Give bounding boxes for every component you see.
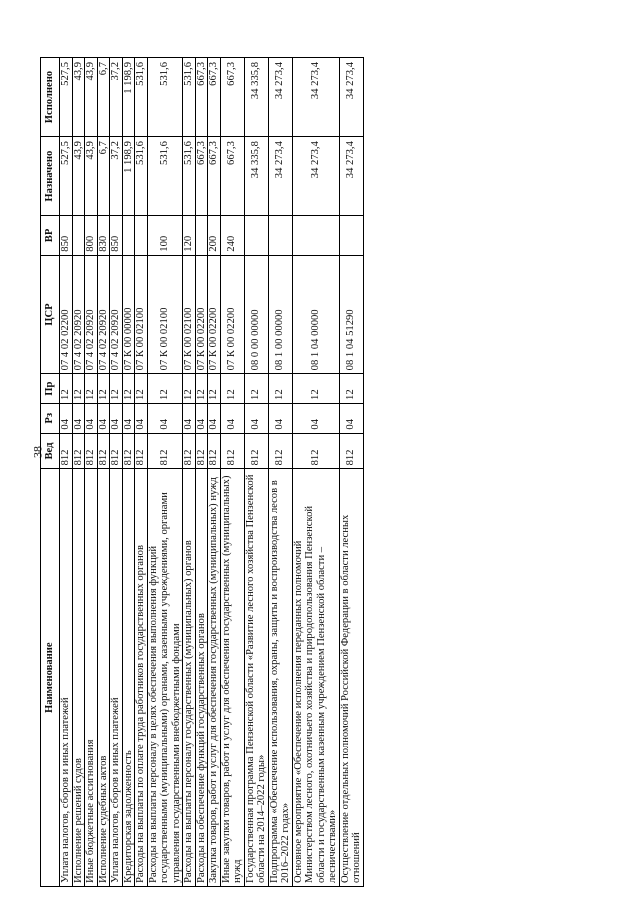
table-row (147, 58, 183, 887)
cell-vr (268, 216, 292, 256)
cell-isp: 37,2 (110, 58, 123, 137)
cell-name: Расходы на выплаты персоналу в целях обеспечения выполнения функций государственными (муниципальными) органами, казенными учреждениями, органами управления государственными внебюджетными фондами (147, 469, 183, 887)
cell-ved: 812 (208, 433, 221, 469)
cell-isp: 34 273,4 (268, 58, 292, 137)
cell-nazn: 43,9 (72, 137, 85, 216)
cell-ved: 812 (60, 433, 73, 469)
cell-name: Государственная программа Пензенской области «Развитие лесного хозяйства Пензенской области на 2014–2022 годы» (244, 469, 268, 887)
cell-isp: 531,6 (183, 58, 196, 137)
table-row (268, 58, 292, 887)
cell-isp: 527,5 (60, 58, 73, 137)
cell-ved: 812 (72, 433, 85, 469)
cell-nazn: 37,2 (110, 137, 123, 216)
cell-name: Закупка товаров, работ и услуг для обеспечения государственных (муниципальных) нужд (208, 469, 221, 887)
cell-vr: 120 (183, 216, 196, 256)
cell-nazn: 531,6 (147, 137, 183, 216)
cell-rz: 04 (244, 403, 268, 433)
cell-vr (135, 216, 148, 256)
cell-pr: 12 (268, 374, 292, 404)
cell-nazn: 531,6 (183, 137, 196, 216)
cell-isp: 531,6 (147, 58, 183, 137)
cell-pr: 12 (147, 374, 183, 404)
table-row (244, 58, 268, 887)
cell-ved: 812 (110, 433, 123, 469)
cell-csr: 07 4 02 20920 (97, 255, 110, 374)
table-row (72, 58, 85, 887)
cell-nazn: 43,9 (85, 137, 98, 216)
cell-pr: 12 (97, 374, 110, 404)
cell-rz: 04 (195, 403, 208, 433)
rotated-table-wrapper (40, 57, 600, 887)
cell-csr: 07 4 02 20920 (72, 255, 85, 374)
cell-csr: 07 4 02 20920 (110, 255, 123, 374)
cell-csr: 07 К 00 02100 (147, 255, 183, 374)
cell-ved: 812 (244, 433, 268, 469)
cell-csr: 08 0 00 00000 (244, 255, 268, 374)
cell-name: Уплата налогов, сборов и иных платежей (110, 469, 123, 887)
page-number: 38 (30, 446, 45, 458)
cell-csr: 07 К 00 02200 (208, 255, 221, 374)
table-row (292, 58, 339, 887)
header-ved: Вед (41, 433, 60, 469)
cell-vr: 240 (220, 216, 244, 256)
cell-name: Расходы на выплаты персоналу государственных (муниципальных) органов (183, 469, 196, 887)
cell-vr: 830 (97, 216, 110, 256)
cell-rz: 04 (135, 403, 148, 433)
cell-csr: 07 4 02 02200 (60, 255, 73, 374)
cell-vr (244, 216, 268, 256)
cell-isp: 531,6 (135, 58, 148, 137)
table-row (220, 58, 244, 887)
header-rz: Рз (41, 403, 60, 433)
cell-rz: 04 (183, 403, 196, 433)
cell-ved: 812 (147, 433, 183, 469)
table-row (135, 58, 148, 887)
table-row (195, 58, 208, 887)
cell-isp: 667,3 (208, 58, 221, 137)
cell-pr: 12 (292, 374, 339, 404)
cell-nazn: 34 273,4 (292, 137, 339, 216)
cell-rz: 04 (110, 403, 123, 433)
cell-rz: 04 (292, 403, 339, 433)
cell-rz: 04 (208, 403, 221, 433)
table-row (97, 58, 110, 887)
cell-nazn: 1 198,9 (122, 137, 135, 216)
cell-vr (122, 216, 135, 256)
cell-nazn: 531,6 (135, 137, 148, 216)
cell-isp: 34 273,4 (339, 58, 363, 137)
cell-nazn: 667,3 (195, 137, 208, 216)
cell-rz: 04 (85, 403, 98, 433)
cell-name: Подпрограмма «Обеспечение использования, охраны, защиты и воспроизводства лесов в 2016–2022 годах» (268, 469, 292, 887)
cell-nazn: 667,3 (208, 137, 221, 216)
cell-vr: 850 (60, 216, 73, 256)
cell-isp: 667,3 (220, 58, 244, 137)
cell-rz: 04 (268, 403, 292, 433)
cell-pr: 12 (220, 374, 244, 404)
cell-pr: 12 (195, 374, 208, 404)
cell-nazn: 667,3 (220, 137, 244, 216)
header-csr: ЦСР (41, 255, 60, 374)
cell-isp: 6,7 (97, 58, 110, 137)
cell-nazn: 34 273,4 (339, 137, 363, 216)
cell-ved: 812 (85, 433, 98, 469)
cell-ved: 812 (292, 433, 339, 469)
cell-isp: 34 273,4 (292, 58, 339, 137)
cell-csr: 07 К 00 02200 (195, 255, 208, 374)
cell-csr: 08 1 04 51290 (339, 255, 363, 374)
cell-rz: 04 (60, 403, 73, 433)
table-row (339, 58, 363, 887)
cell-csr: 08 1 00 00000 (268, 255, 292, 374)
cell-ved: 812 (268, 433, 292, 469)
cell-isp: 1 198,9 (122, 58, 135, 137)
cell-rz: 04 (147, 403, 183, 433)
cell-vr (339, 216, 363, 256)
header-nazn: Назначено (41, 137, 60, 216)
cell-pr: 12 (244, 374, 268, 404)
cell-nazn: 527,5 (60, 137, 73, 216)
cell-ved: 812 (122, 433, 135, 469)
cell-ved: 812 (97, 433, 110, 469)
cell-csr: 07 К 00 02100 (135, 255, 148, 374)
cell-name: Кредиторская задолженность (122, 469, 135, 887)
cell-nazn: 6,7 (97, 137, 110, 216)
cell-pr: 12 (60, 374, 73, 404)
cell-pr: 12 (339, 374, 363, 404)
cell-csr: 07 К 00 02100 (183, 255, 196, 374)
header-pr: Пр (41, 374, 60, 404)
cell-name: Расходы на обеспечение функций государственных органов (195, 469, 208, 887)
cell-pr: 12 (208, 374, 221, 404)
cell-rz: 04 (97, 403, 110, 433)
table-body (60, 58, 364, 887)
table-row (208, 58, 221, 887)
cell-ved: 812 (183, 433, 196, 469)
cell-csr: 07 К 00 00000 (122, 255, 135, 374)
cell-vr: 100 (147, 216, 183, 256)
cell-name: Иные бюджетные ассигнования (85, 469, 98, 887)
cell-ved: 812 (135, 433, 148, 469)
cell-pr: 12 (110, 374, 123, 404)
header-isp: Исполнено (41, 58, 60, 137)
cell-isp: 43,9 (85, 58, 98, 137)
cell-name: Уплата налогов, сборов и иных платежей (60, 469, 73, 887)
cell-vr (195, 216, 208, 256)
cell-vr: 850 (110, 216, 123, 256)
cell-pr: 12 (72, 374, 85, 404)
cell-vr (292, 216, 339, 256)
cell-csr: 07 4 02 20920 (85, 255, 98, 374)
table-row (110, 58, 123, 887)
cell-ved: 812 (220, 433, 244, 469)
cell-rz: 04 (220, 403, 244, 433)
cell-csr: 07 К 00 02200 (220, 255, 244, 374)
cell-rz: 04 (122, 403, 135, 433)
cell-name: Расходы на выплаты по оплате труда работников государственных органов (135, 469, 148, 887)
cell-ved: 812 (195, 433, 208, 469)
cell-csr: 08 1 04 00000 (292, 255, 339, 374)
table-row (183, 58, 196, 887)
cell-vr (72, 216, 85, 256)
cell-vr: 800 (85, 216, 98, 256)
cell-isp: 43,9 (72, 58, 85, 137)
budget-table (40, 57, 364, 887)
cell-rz: 04 (339, 403, 363, 433)
header-name: Наименование (41, 469, 60, 887)
cell-pr: 12 (135, 374, 148, 404)
cell-vr: 200 (208, 216, 221, 256)
cell-name: Основное мероприятие «Обеспечение исполнения переданных полномочий Министерством лесного, охотничьего хозяйства и природопользования Пензенской области и государственным казенным учреждением Пензенской области – лесничествами» (292, 469, 339, 887)
cell-name: Осуществление отдельных полномочий Российской Федерации в области лесных отношений (339, 469, 363, 887)
cell-pr: 12 (85, 374, 98, 404)
cell-ved: 812 (339, 433, 363, 469)
table-row (60, 58, 73, 887)
cell-pr: 12 (122, 374, 135, 404)
cell-nazn: 34 335,8 (244, 137, 268, 216)
cell-name: Исполнение судебных актов (97, 469, 110, 887)
table-row (85, 58, 98, 887)
cell-isp: 667,3 (195, 58, 208, 137)
header-vr: ВР (41, 216, 60, 256)
cell-name: Исполнение решений судов (72, 469, 85, 887)
cell-pr: 12 (183, 374, 196, 404)
cell-name: Иные закупки товаров, работ и услуг для обеспечения государственных (муниципальных) нужд (220, 469, 244, 887)
cell-isp: 34 335,8 (244, 58, 268, 137)
cell-rz: 04 (72, 403, 85, 433)
cell-nazn: 34 273,4 (268, 137, 292, 216)
table-header (41, 58, 60, 887)
table-row (122, 58, 135, 887)
